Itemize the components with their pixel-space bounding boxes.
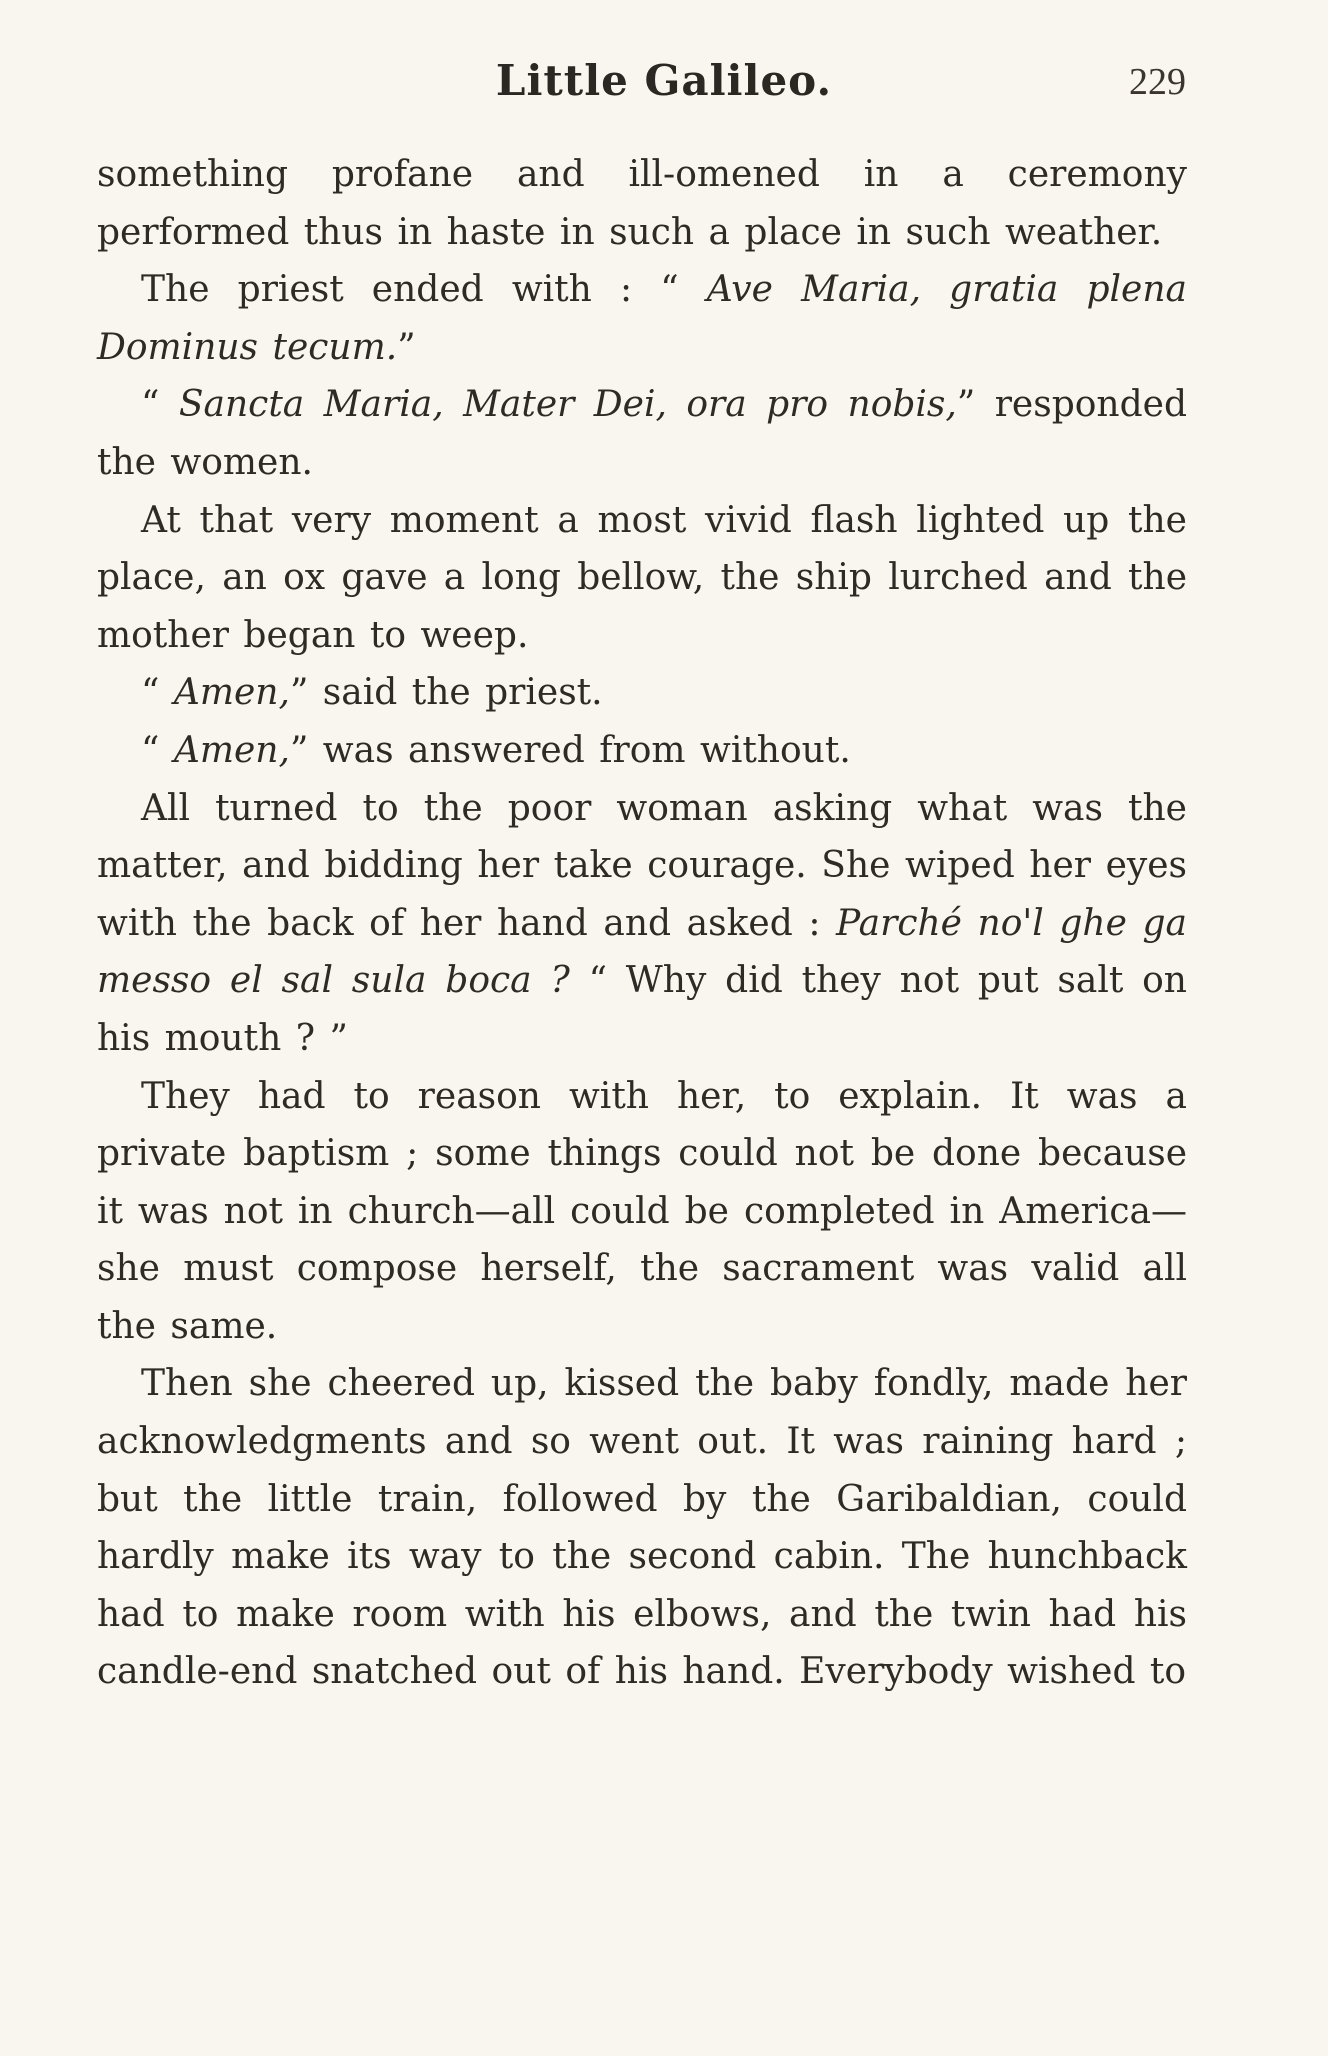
paragraph	[97, 261, 1187, 376]
paragraph	[97, 1355, 1187, 1701]
running-head	[0, 48, 1328, 108]
text-run: They had to reason with her, to explain. It was a private baptism ; some things could not be done because it was not in church—all could be completed in America—she must compose herself, the sacrament was valid all the same.	[97, 1075, 1187, 1347]
latin-quote: Ave Maria, gratia plena Dominus tecum.	[97, 269, 1187, 368]
text-run: ” responded the women.	[97, 384, 1187, 483]
paragraph	[97, 376, 1187, 491]
text-run: ” was answered from without.	[289, 729, 851, 771]
latin-quote: Amen,	[173, 672, 290, 714]
text-run: “	[141, 384, 179, 426]
text-run: “	[141, 672, 174, 714]
paragraph	[97, 664, 1187, 722]
body-text	[97, 146, 1187, 1701]
text-run: At that very moment a most vivid flash lighted up the place, an ox gave a long bellow, the ship lurched and the mother began to weep.	[97, 499, 1187, 656]
text-run: “	[141, 729, 174, 771]
text-run: something profane and ill-omened in a ceremony performed thus in haste in such a place in such weather.	[97, 154, 1187, 253]
latin-quote: Sancta Maria, Mater Dei, ora pro nobis,	[178, 384, 957, 426]
paragraph	[97, 492, 1187, 665]
text-run: ”	[397, 326, 416, 368]
text-run: Then she cheered up, kissed the baby fondly, made her acknowledgments and so went out. It was raining hard ; but the little train, followed by the Garibaldian, could hardly make its way to the second cabin. The hunchback had to make room with his elbows, and the twin had his candle-end snatched out of his hand. Everybody wished to	[97, 1363, 1187, 1693]
text-run: “ Why did they not put salt on his mouth ? ”	[97, 960, 1187, 1059]
paragraph	[97, 1068, 1187, 1356]
text-run: The priest ended with : “	[141, 269, 707, 311]
page-number: 229	[1129, 61, 1186, 103]
text-run: ” said the priest.	[289, 672, 603, 714]
text-run: All turned to the poor woman asking what was the matter, and bidding her take courage. She wiped her eyes with the back of her hand and asked :	[97, 787, 1187, 944]
latin-quote: Amen,	[173, 729, 290, 771]
paragraph	[97, 780, 1187, 1068]
dialect-quote: Parché no'l ghe ga messo el sal sula boca ?	[97, 902, 1187, 1002]
paragraph	[97, 722, 1187, 780]
running-title: Little Galileo.	[495, 56, 833, 105]
paragraph	[97, 146, 1187, 261]
